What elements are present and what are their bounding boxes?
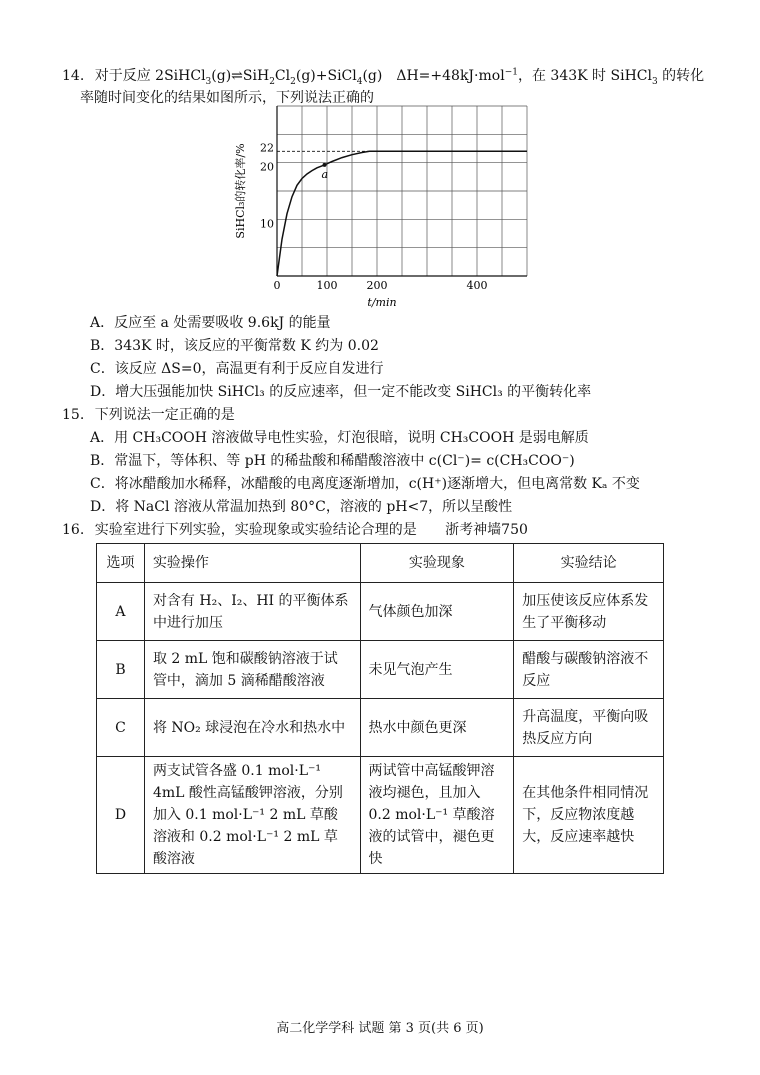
q14-stem-e: (g) ΔH=+48kJ·mol bbox=[362, 68, 505, 84]
q16-line bbox=[62, 520, 528, 540]
header-option: 选项 bbox=[97, 544, 145, 583]
q15-line bbox=[62, 405, 235, 425]
q14-number: 14. bbox=[62, 68, 85, 84]
table-row bbox=[97, 641, 664, 699]
experiment-table bbox=[96, 543, 664, 874]
q14-line1 bbox=[62, 66, 704, 86]
row-c-conclusion: 升高温度，平衡向吸热反应方向 bbox=[514, 699, 664, 757]
table-row bbox=[97, 699, 664, 757]
x-axis-label: t/min bbox=[367, 296, 397, 309]
table-row bbox=[97, 757, 664, 874]
x-tick-label: 100 bbox=[316, 279, 338, 292]
q15-option-a: A．用 CH₃COOH 溶液做导电性实验，灯泡很暗，说明 CH₃COOH 是弱电解质 bbox=[90, 430, 589, 446]
q14-option-b: B．343K 时，该反应的平衡常数 K 约为 0.02 bbox=[90, 338, 379, 354]
row-c-option: C bbox=[97, 699, 145, 757]
row-b-phenomenon: 未见气泡产生 bbox=[360, 641, 514, 699]
point-a-label: a bbox=[321, 167, 329, 181]
q14-option-d: D．增大压强能加快 SiHCl₃ 的反应速率，但一定不能改变 SiHCl₃ 的平衡转化率 bbox=[90, 384, 592, 400]
q14-stem-g: 的转化 bbox=[657, 68, 705, 84]
q14-option-c: C．该反应 ΔS=0，高温更有利于反应自发进行 bbox=[90, 361, 384, 377]
q14-option-a: A．反应至 a 处需要吸收 9.6kJ 的能量 bbox=[90, 315, 331, 331]
conversion-chart bbox=[232, 100, 532, 310]
header-phenomenon: 实验现象 bbox=[360, 544, 514, 583]
sup-neg1: −1 bbox=[504, 67, 518, 78]
header-operation: 实验操作 bbox=[144, 544, 360, 583]
q15-option-c: C．将冰醋酸加水稀释，冰醋酸的电离度逐渐增加，c(H⁺)逐渐增大，但电离常数 Kₐ 不变 bbox=[90, 476, 640, 492]
x-tick-label: 200 bbox=[366, 279, 388, 292]
q14-stem-b: (g)⇌SiH bbox=[211, 68, 270, 84]
q16-number: 16. bbox=[62, 522, 85, 538]
x-tick-label: 0 bbox=[273, 279, 281, 292]
header-conclusion: 实验结论 bbox=[514, 544, 664, 583]
table-row bbox=[97, 583, 664, 641]
sub-3: 3 bbox=[205, 76, 212, 87]
row-c-phenomenon: 热水中颜色更深 bbox=[360, 699, 514, 757]
row-a-operation: 对含有 H₂、I₂、HI 的平衡体系中进行加压 bbox=[144, 583, 360, 641]
row-c-operation: 将 NO₂ 球浸泡在冷水和热水中 bbox=[144, 699, 360, 757]
row-b-option: B bbox=[97, 641, 145, 699]
row-d-conclusion: 在其他条件相同情况下，反应物浓度越大，反应速率越快 bbox=[514, 757, 664, 874]
q16-watermark: 浙考神墙750 bbox=[445, 522, 528, 538]
point-a-dot bbox=[323, 163, 327, 167]
q15-stem: 下列说法一定正确的是 bbox=[94, 407, 235, 423]
y-axis-label: SiHCl₃的转化率/% bbox=[234, 143, 247, 239]
page-footer: 高二化学学科 试题 第 3 页(共 6 页) bbox=[276, 1021, 484, 1036]
row-b-conclusion: 醋酸与碳酸钠溶液不反应 bbox=[514, 641, 664, 699]
row-d-operation: 两支试管各盛 0.1 mol·L⁻¹ 4mL 酸性高锰酸钾溶液，分别加入 0.1 mol·L⁻¹ 2 mL 草酸溶液和 0.2 mol·L⁻¹ 2 mL 草酸溶液 bbox=[144, 757, 360, 874]
sub-4: 4 bbox=[356, 76, 363, 87]
q16-stem: 实验室进行下列实验，实验现象或实验结论合理的是 bbox=[94, 522, 417, 538]
q15-number: 15. bbox=[62, 407, 85, 423]
y-tick-label: 22 bbox=[260, 141, 274, 155]
sub-3b: 3 bbox=[651, 76, 658, 87]
row-d-option: D bbox=[97, 757, 145, 874]
y-tick-label: 10 bbox=[260, 217, 274, 231]
x-tick-label: 400 bbox=[466, 279, 488, 292]
sub-2a: 2 bbox=[269, 76, 275, 87]
q14-stem-d: (g)+SiCl bbox=[295, 68, 357, 84]
q14-stem-c: Cl bbox=[274, 68, 291, 84]
row-a-conclusion: 加压使该反应体系发生了平衡移动 bbox=[514, 583, 664, 641]
row-d-phenomenon: 两试管中高锰酸钾溶液均褪色，且加入 0.2 mol·L⁻¹ 草酸溶液的试管中，褪色更快 bbox=[360, 757, 514, 874]
chart-svg bbox=[232, 100, 532, 310]
q15-option-d: D．将 NaCl 溶液从常温加热到 80°C，溶液的 pH<7，所以呈酸性 bbox=[90, 499, 513, 515]
q14-stem-f: ，在 343K 时 SiHCl bbox=[517, 68, 652, 84]
table-header-row bbox=[97, 544, 664, 583]
sub-2b: 2 bbox=[290, 76, 296, 87]
row-a-option: A bbox=[97, 583, 145, 641]
y-tick-label: 20 bbox=[260, 160, 274, 174]
q15-option-b: B．常温下，等体积、等 pH 的稀盐酸和稀醋酸溶液中 c(Cl⁻)= c(CH₃COO⁻) bbox=[90, 453, 575, 469]
q14-line2: 率随时间变化的结果如图所示，下列说法正确的 bbox=[80, 90, 374, 106]
row-a-phenomenon: 气体颜色加深 bbox=[360, 583, 514, 641]
row-b-operation: 取 2 mL 饱和碳酸钠溶液于试管中，滴加 5 滴稀醋酸溶液 bbox=[144, 641, 360, 699]
q14-stem-a: 对于反应 2SiHCl bbox=[94, 68, 206, 84]
